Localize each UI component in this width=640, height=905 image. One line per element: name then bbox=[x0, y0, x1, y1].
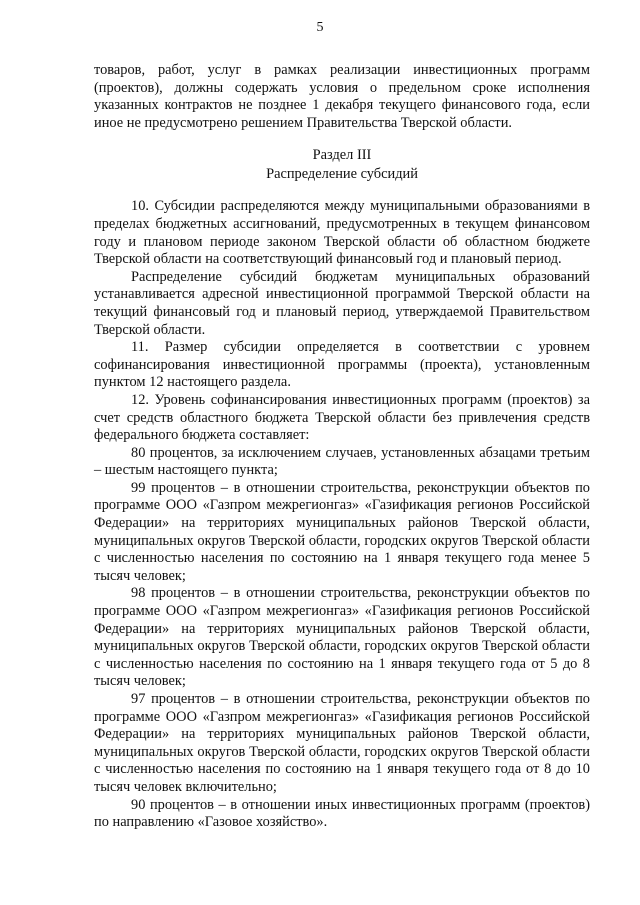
paragraph-item-12: 12. Уровень софинансирования инвестиционных программ (проектов) за счет средств областного бюджета Тверской области без привлечения средств федерального бюджета составляет: bbox=[94, 391, 590, 444]
paragraph-item-11: 11. Размер субсидии определяется в соответствии с уровнем софинансирования инвестиционной программы (проекта), установленным пунктом 12 настоящего раздела. bbox=[94, 339, 590, 391]
paragraph-99-percent: 99 процентов – в отношении строительства, реконструкции объектов по программе ООО «Газпром межрегионгаз» «Газификация регионов Российской Федерации» на территориях муниципальных районов Тверской области, муниципальных округов Тверской области, городских округов Тверской области с численностью населения по состоянию на 1 января текущего года менее 5 тысяч человек; bbox=[94, 479, 590, 584]
section-subtitle: Распределение субсидий bbox=[266, 166, 418, 183]
paragraph-continued: товаров, работ, услуг в рамках реализации инвестиционных программ (проектов), должны содержать условия о предельном сроке исполнения указанных контрактов не позднее 1 декабря текущего финансового года, если иное не предусмотрено решением Правительства Тверской области. bbox=[94, 62, 590, 131]
paragraph-98-percent: 98 процентов – в отношении строительства, реконструкции объектов по программе ООО «Газпром межрегионгаз» «Газификация регионов Российской Федерации» на территориях муниципальных районов Тверской области, муниципальных округов Тверской области, городских округов Тверской области с численностью населения по состоянию на 1 января текущего года от 5 до 8 тысяч человек; bbox=[94, 585, 590, 690]
paragraph-distribution: Распределение субсидий бюджетам муниципальных образований устанавливается адресной инвестиционной программой Тверской области на текущий финансовый год и плановый период, утверждаемой Правительством Тверской области. bbox=[94, 268, 590, 338]
paragraph-90-percent: 90 процентов – в отношении иных инвестиционных программ (проектов) по направлению «Газовое хозяйство». bbox=[94, 796, 590, 831]
section-heading bbox=[94, 146, 590, 184]
section-title: Раздел III bbox=[312, 147, 372, 164]
document-body bbox=[94, 62, 590, 832]
page-number: 5 bbox=[316, 20, 324, 35]
paragraph-item-10: 10. Субсидии распределяются между муниципальными образованиями в пределах бюджетных ассигнований, предусмотренных в текущем финансовом году и плановом периоде законом Тверской области об областном бюджете Тверской области на соответствующий финансовый год и плановый период. bbox=[94, 198, 590, 268]
paragraph-97-percent: 97 процентов – в отношении строительства, реконструкции объектов по программе ООО «Газпром межрегионгаз» «Газификация регионов Российской Федерации» на территориях муниципальных районов Тверской области, муниципальных округов Тверской области, городских округов Тверской области с численностью населения по состоянию на 1 января текущего года от 8 до 10 тысяч человек включительно; bbox=[94, 691, 590, 795]
paragraph-80-percent: 80 процентов, за исключением случаев, установленных абзацами третьим – шестым настоящего пункта; bbox=[94, 444, 590, 479]
